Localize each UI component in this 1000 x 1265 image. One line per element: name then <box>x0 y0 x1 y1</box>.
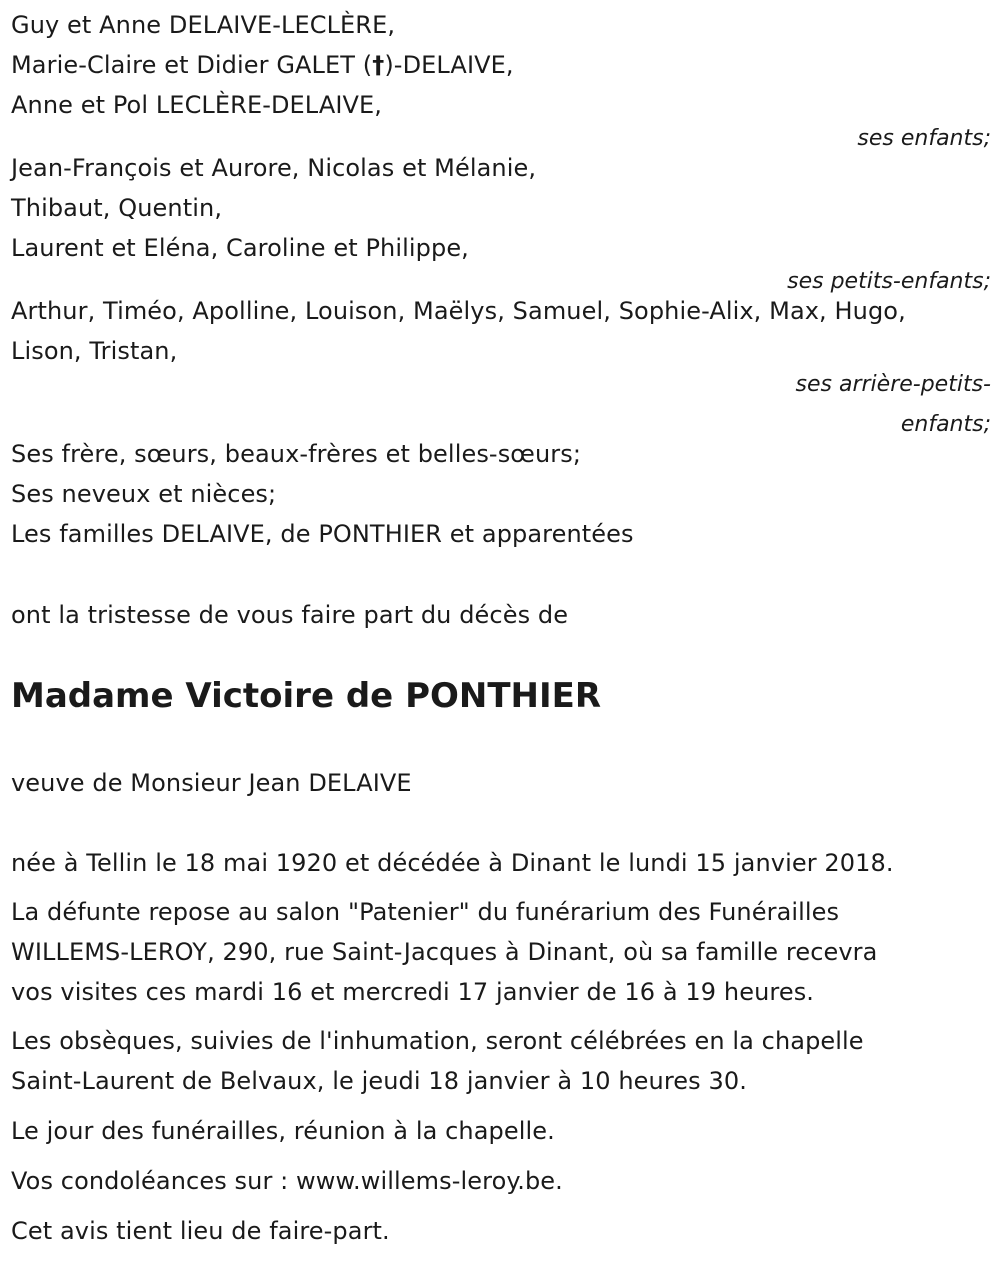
children-block <box>11 5 991 159</box>
rest-line-1: La défunte repose au salon "Patenier" du funérarium des Funérailles <box>11 898 840 926</box>
widow-block <box>11 763 991 803</box>
great-grandchildren-line-2: Lison, Tristan, <box>11 337 178 365</box>
condolences-text: Vos condoléances sur : www.willems-leroy.be. <box>11 1167 563 1195</box>
great-grandchildren-role-1: ses arrière-petits- <box>795 372 991 397</box>
other-relatives-line-2: Ses neveux et nièces; <box>11 480 277 508</box>
children-line-3: Anne et Pol LECLÈRE-DELAIVE, <box>11 91 383 119</box>
rest-line-2: WILLEMS-LEROY, 290, rue Saint-Jacques à Dinant, où sa famille recevra <box>11 938 878 966</box>
meeting-block <box>11 1111 991 1151</box>
meeting-text: Le jour des funérailles, réunion à la chapelle. <box>11 1117 555 1145</box>
other-relatives-line-1: Ses frère, sœurs, beaux-frères et belles-sœurs; <box>11 440 582 468</box>
rest-block <box>11 892 991 1012</box>
funeral-line-1: Les obsèques, suivies de l'inhumation, seront célébrées en la chapelle <box>11 1027 864 1055</box>
grandchildren-line-2: Thibaut, Quentin, <box>11 194 223 222</box>
widow-of-text: veuve de Monsieur Jean DELAIVE <box>11 769 412 797</box>
great-grandchildren-block <box>11 291 991 445</box>
other-relatives-line-3: Les familles DELAIVE, de PONTHIER et apparentées <box>11 520 634 548</box>
notice-block <box>11 1211 991 1251</box>
deceased-name: Madame Victoire de PONTHIER <box>11 676 602 716</box>
birth-death-block <box>11 843 991 883</box>
announcement-text: ont la tristesse de vous faire part du décès de <box>11 601 569 629</box>
funeral-block <box>11 1021 991 1101</box>
notice-text: Cet avis tient lieu de faire-part. <box>11 1217 390 1245</box>
grandchildren-block <box>11 148 991 302</box>
children-line-1: Guy et Anne DELAIVE-LECLÈRE, <box>11 11 396 39</box>
announcement-block <box>11 595 991 635</box>
rest-line-3: vos visites ces mardi 16 et mercredi 17 janvier de 16 à 19 heures. <box>11 978 815 1006</box>
children-line-2-start: Marie-Claire et Didier GALET ( <box>11 51 373 79</box>
cross-icon: † <box>372 51 385 79</box>
funeral-line-2: Saint-Laurent de Belvaux, le jeudi 18 janvier à 10 heures 30. <box>11 1067 747 1095</box>
birth-death-text: née à Tellin le 18 mai 1920 et décédée à Dinant le lundi 15 janvier 2018. <box>11 849 894 877</box>
condolences-block <box>11 1161 991 1201</box>
children-role: ses enfants; <box>857 126 991 151</box>
great-grandchildren-line-1: Arthur, Timéo, Apolline, Louison, Maëlys, Samuel, Sophie-Alix, Max, Hugo, <box>11 297 906 325</box>
other-relatives-block <box>11 434 991 554</box>
grandchildren-line-1: Jean-François et Aurore, Nicolas et Mélanie, <box>11 154 537 182</box>
grandchildren-line-3: Laurent et Eléna, Caroline et Philippe, <box>11 234 469 262</box>
grandchildren-role: ses petits-enfants; <box>787 269 991 294</box>
children-line-2-end: )-DELAIVE, <box>384 51 514 79</box>
great-grandchildren-role-2: enfants; <box>900 412 991 437</box>
children-line-2 <box>11 45 991 85</box>
